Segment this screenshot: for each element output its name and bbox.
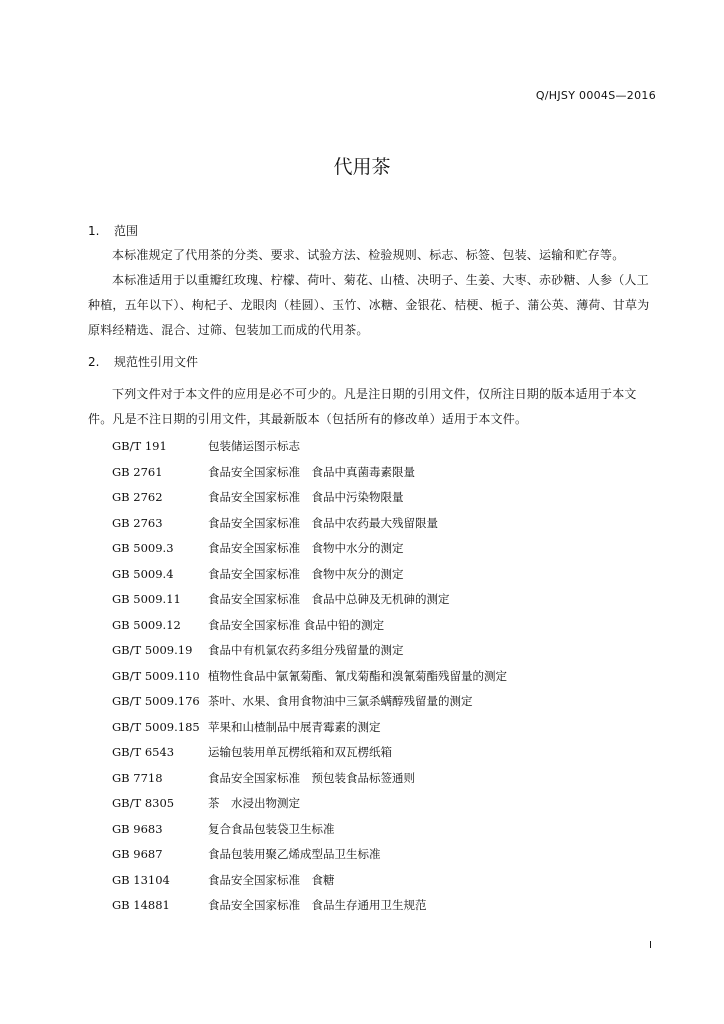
section-1-title: 范围	[114, 224, 139, 238]
reference-code: GB 5009.11	[112, 592, 181, 606]
reference-code: GB 9687	[112, 847, 163, 861]
references-intro: 下列文件对于本文件的应用是必不可少的。凡是注日期的引用文件，仅所注日期的版本适用于本文件。凡是不注日期的引用文件，其最新版本（包括所有的修改单）适用于本文件。	[88, 387, 637, 426]
reference-title: 食品中有机氯农药多组分残留量的测定	[208, 643, 404, 657]
section-1-number: 1.	[88, 224, 100, 238]
reference-title: 复合食品包装袋卫生标准	[208, 821, 335, 836]
reference-title: 包装储运图示标志	[208, 439, 300, 453]
reference-code: GB/T 5009.185	[112, 719, 200, 734]
reference-code: GB 13104	[112, 872, 170, 887]
reference-item	[112, 536, 507, 562]
section-2-number: 2.	[88, 355, 100, 369]
reference-code: GB/T 5009.19	[112, 643, 193, 657]
reference-title: 植物性食品中氯氰菊酯、氰戊菊酯和溴氰菊酯残留量的测定	[208, 668, 507, 683]
reference-code: GB 2761	[112, 464, 163, 479]
reference-item	[112, 893, 507, 919]
reference-item	[112, 689, 507, 715]
reference-item	[112, 511, 507, 537]
reference-list	[112, 434, 507, 919]
document-code: Q/HJSY 0004S—2016	[535, 89, 656, 102]
reference-title: 苹果和山楂制品中展青霉素的测定	[208, 719, 381, 734]
reference-code: GB/T 5009.176	[112, 694, 200, 708]
reference-title: 食品安全国家标准 食品中真菌毒素限量	[208, 464, 415, 479]
reference-code: GB 5009.3	[112, 541, 174, 555]
section-2-title: 规范性引用文件	[114, 355, 199, 369]
reference-code: GB 2763	[112, 515, 163, 530]
reference-title: 食品安全国家标准 食品中铅的测定	[208, 617, 385, 632]
reference-item	[112, 766, 507, 792]
reference-item	[112, 842, 507, 868]
reference-item	[112, 868, 507, 894]
reference-code: GB/T 5009.110	[112, 668, 200, 683]
reference-title: 食品安全国家标准 食品中农药最大残留限量	[208, 515, 438, 530]
scope-paragraph-2: 本标准适用于以重瓣红玫瑰、柠檬、荷叶、菊花、山楂、决明子、生姜、大枣、赤砂糖、人参（人工种植，五年以下）、枸杞子、龙眼肉（桂圆）、玉竹、冰糖、金银花、桔梗、栀子、蒲公英、薄荷、甘草为原料经精选、混合、过筛、包装加工而成的代用茶。	[88, 273, 650, 337]
reference-code: GB 7718	[112, 770, 163, 785]
reference-code: GB/T 8305	[112, 796, 175, 810]
scope-paragraph-1: 本标准规定了代用茶的分类、要求、试验方法、检验规则、标志、标签、包装、运输和贮存等。	[112, 248, 625, 262]
reference-code: GB 14881	[112, 898, 170, 912]
page-number: I	[649, 940, 652, 951]
reference-item	[112, 791, 507, 817]
reference-item	[112, 485, 507, 511]
reference-title: 茶叶、水果、食用食物油中三氯杀螨醇残留量的测定	[208, 694, 473, 708]
document-title: 代用茶	[333, 156, 391, 178]
section-1-heading	[88, 222, 138, 239]
reference-title: 食品安全国家标准 食品中污染物限量	[208, 490, 404, 504]
reference-item	[112, 715, 507, 741]
reference-title: 食品安全国家标准 食品中总砷及无机砷的测定	[208, 592, 450, 606]
reference-item	[112, 587, 507, 613]
reference-item	[112, 740, 507, 766]
reference-item	[112, 613, 507, 639]
reference-code: GB/T 191	[112, 439, 167, 453]
reference-code: GB 5009.4	[112, 566, 174, 581]
reference-title: 食品包装用聚乙烯成型品卫生标准	[208, 847, 381, 861]
reference-title: 食品安全国家标准 预包装食品标签通则	[208, 770, 415, 785]
reference-item	[112, 638, 507, 664]
reference-code: GB 5009.12	[112, 617, 181, 632]
reference-code: GB 2762	[112, 490, 163, 504]
reference-title: 茶 水浸出物测定	[208, 796, 300, 810]
reference-item	[112, 817, 507, 843]
reference-item	[112, 562, 507, 588]
reference-title: 食品安全国家标准 食物中水分的测定	[208, 541, 404, 555]
reference-item	[112, 664, 507, 690]
reference-item	[112, 434, 507, 460]
reference-item	[112, 460, 507, 486]
reference-title: 食品安全国家标准 食糖	[208, 872, 335, 887]
reference-title: 运输包装用单瓦楞纸箱和双瓦楞纸箱	[208, 745, 392, 759]
reference-code: GB 9683	[112, 821, 163, 836]
reference-code: GB/T 6543	[112, 745, 175, 759]
section-2-heading	[88, 353, 198, 370]
reference-title: 食品安全国家标准 食品生存通用卫生规范	[208, 898, 427, 912]
reference-title: 食品安全国家标准 食物中灰分的测定	[208, 566, 404, 581]
